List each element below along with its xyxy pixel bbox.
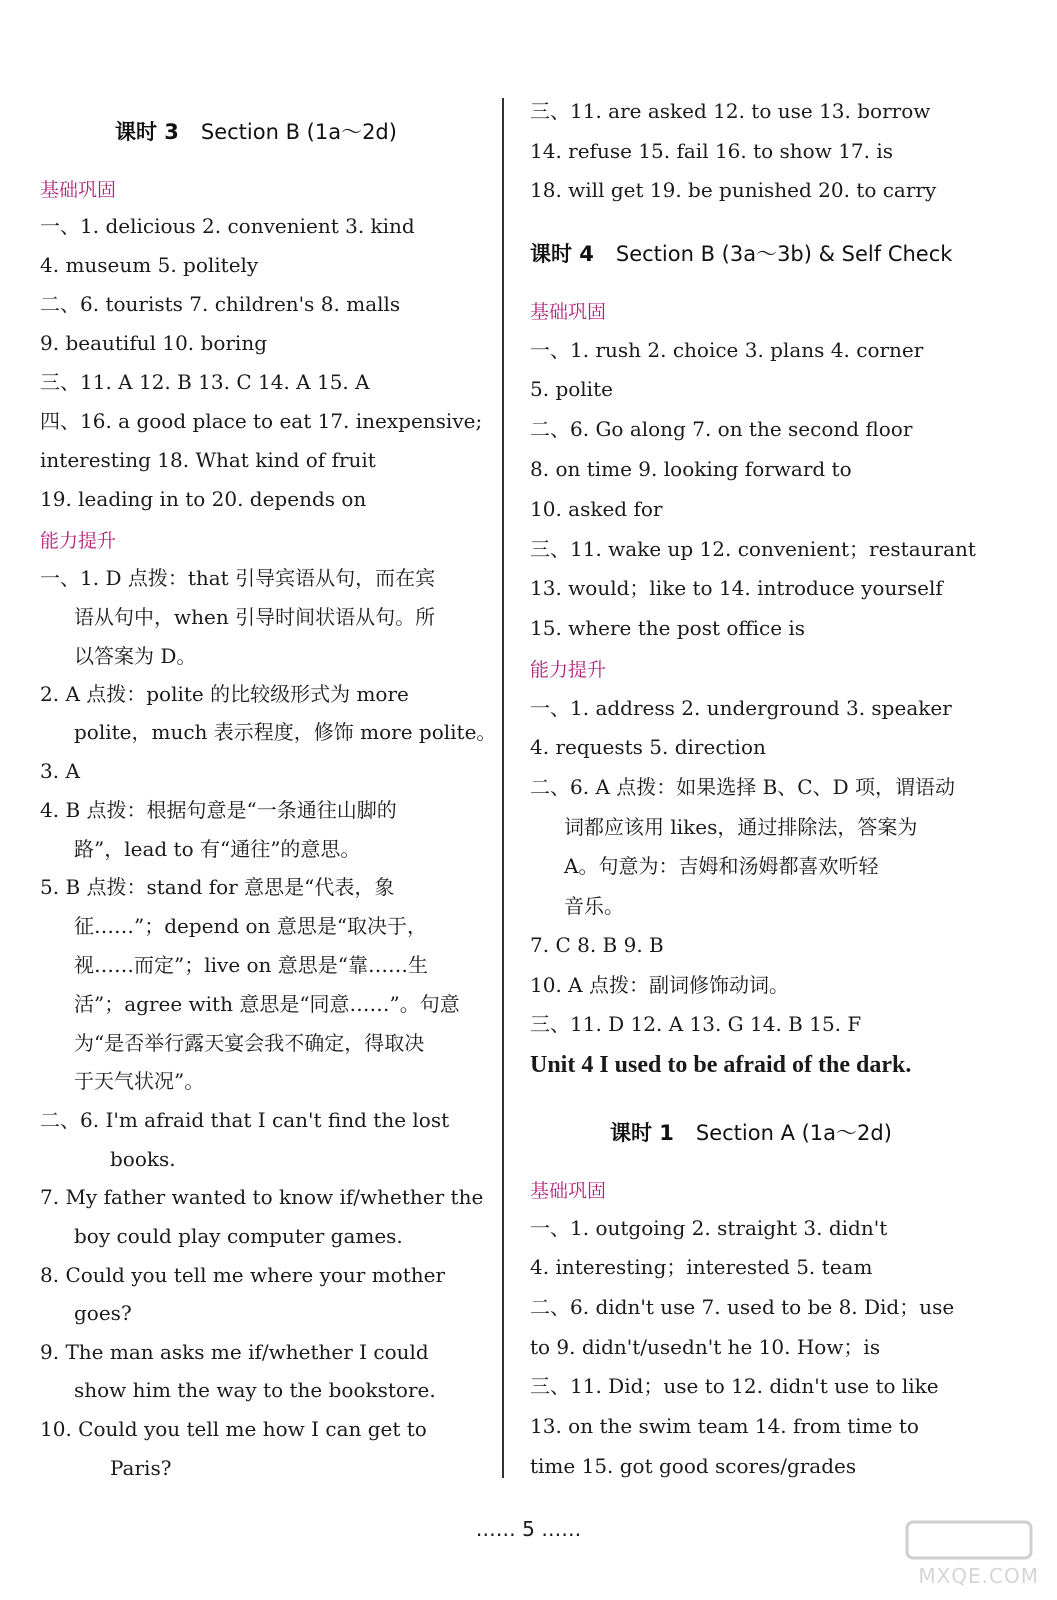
category-heading: 基础巩固: [530, 1180, 607, 1202]
answer-line: 19. leading in to 20. depends on: [40, 487, 367, 511]
watermark-text: MXQE.COM: [918, 1564, 1039, 1588]
answer-line: 二、6. I'm afraid that I can't find the lost: [40, 1108, 450, 1132]
answer-line: 活”；agree with 意思是“同意……”。句意: [74, 992, 460, 1016]
section-number: 课时 4: [530, 242, 594, 266]
answer-line: interesting 18. What kind of fruit: [40, 448, 376, 472]
answer-line: 一、1. delicious 2. convenient 3. kind: [40, 214, 415, 238]
answer-line: 语从句中，when 引导时间状语从句。所: [74, 605, 436, 629]
watermark-logo: [899, 1518, 1039, 1588]
answer-line: 一、1. outgoing 2. straight 3. didn't: [530, 1216, 888, 1240]
answer-line: 三、11. A 12. B 13. C 14. A 15. A: [40, 370, 370, 394]
answer-line: 13. would；like to 14. introduce yourself: [530, 576, 943, 600]
answer-line: 10. Could you tell me how I can get to: [40, 1417, 427, 1441]
section-range: Section B (1a～2d): [200, 120, 397, 144]
unit-title: Unit 4 I used to be afraid of the dark.: [530, 1052, 912, 1078]
answer-line: 14. refuse 15. fail 16. to show 17. is: [530, 139, 894, 163]
answer-line: 9. The man asks me if/whether I could: [40, 1340, 429, 1364]
answer-line: 三、11. are asked 12. to use 13. borrow: [530, 99, 931, 123]
section-number: 课时 1: [610, 1121, 674, 1145]
answer-line: 二、6. Go along 7. on the second floor: [530, 417, 913, 441]
answer-line: 一、1. D 点拨：that 引导宾语从句，而在宾: [40, 566, 436, 590]
category-heading: 基础巩固: [40, 179, 117, 201]
answer-line: 三、11. D 12. A 13. G 14. B 15. F: [530, 1012, 862, 1036]
answer-line: 为“是否举行露天宴会我不确定，得取决: [74, 1031, 425, 1055]
answer-line: Paris?: [110, 1456, 172, 1480]
answer-line: 5. B 点拨：stand for 意思是“代表，象: [40, 875, 395, 899]
section-number: 课时 3: [115, 120, 179, 144]
answer-line: 13. on the swim team 14. from time to: [530, 1414, 919, 1438]
answer-line: 视……而定”；live on 意思是“靠……生: [74, 953, 429, 977]
answer-line: polite，much 表示程度，修饰 more polite。: [74, 720, 497, 744]
answer-line: 10. asked for: [530, 497, 663, 521]
answer-line: 8. Could you tell me where your mother: [40, 1263, 446, 1287]
answer-line: 4. interesting；interested 5. team: [530, 1255, 873, 1279]
answer-line: 8. on time 9. looking forward to: [530, 457, 852, 481]
section-title: [530, 238, 952, 268]
section-range: Section A (1a～2d): [695, 1121, 892, 1145]
column-divider: [502, 98, 504, 1478]
answer-line: 一、1. rush 2. choice 3. plans 4. corner: [530, 338, 924, 362]
answer-line: 四、16. a good place to eat 17. inexpensive;: [40, 409, 483, 433]
answer-line: to 9. didn't/usedn't he 10. How；is: [530, 1335, 881, 1359]
answer-line: 4. requests 5. direction: [530, 735, 766, 759]
answer-line: books.: [110, 1147, 176, 1171]
answer-line: 音乐。: [564, 894, 624, 918]
answer-line: 2. A 点拨：polite 的比较级形式为 more: [40, 682, 409, 706]
answer-line: goes?: [74, 1301, 132, 1325]
answer-line: 以答案为 D。: [74, 644, 197, 668]
answer-line: 4. museum 5. politely: [40, 253, 259, 277]
answer-line: 10. A 点拨：副词修饰动词。: [530, 973, 789, 997]
answer-line: 一、1. address 2. underground 3. speaker: [530, 696, 952, 720]
answer-line: 5. polite: [530, 377, 613, 401]
answer-line: 三、11. Did；use to 12. didn't use to like: [530, 1374, 939, 1398]
answer-line: 征……”；depend on 意思是“取决于，: [74, 914, 428, 938]
answer-line: 于天气状况”。: [74, 1069, 205, 1093]
answer-line: 3. A: [40, 759, 80, 783]
category-heading: 基础巩固: [530, 301, 607, 323]
answer-line: 4. B 点拨：根据句意是“一条通往山脚的: [40, 798, 397, 822]
section-title: [610, 1117, 892, 1147]
section-range: Section B (3a～3b) & Self Check: [615, 242, 953, 266]
answer-line: 18. will get 19. be punished 20. to carry: [530, 178, 937, 202]
answer-line: time 15. got good scores/grades: [530, 1454, 857, 1478]
answer-line: 路”，lead to 有“通往”的意思。: [74, 837, 361, 861]
category-heading: 能力提升: [40, 530, 117, 552]
answer-line: 词都应该用 likes，通过排除法，答案为: [564, 815, 918, 839]
answer-line: show him the way to the bookstore.: [74, 1378, 436, 1402]
answer-line: boy could play computer games.: [74, 1224, 403, 1248]
answer-line: 7. C 8. B 9. B: [530, 933, 664, 957]
answer-line: 7. My father wanted to know if/whether the: [40, 1185, 484, 1209]
page-number: …… 5 ……: [475, 1517, 582, 1541]
answer-line: 15. where the post office is: [530, 616, 806, 640]
answer-line: 三、11. wake up 12. convenient；restaurant: [530, 537, 976, 561]
answer-line: 9. beautiful 10. boring: [40, 331, 268, 355]
answer-line: A。句意为：吉姆和汤姆都喜欢听轻: [564, 854, 879, 878]
section-title: [115, 116, 397, 146]
answer-line: 二、6. tourists 7. children's 8. malls: [40, 292, 401, 316]
answer-line: 二、6. didn't use 7. used to be 8. Did；use: [530, 1295, 955, 1319]
category-heading: 能力提升: [530, 659, 607, 681]
answer-line: 二、6. A 点拨：如果选择 B、C、D 项，谓语动: [530, 775, 955, 799]
